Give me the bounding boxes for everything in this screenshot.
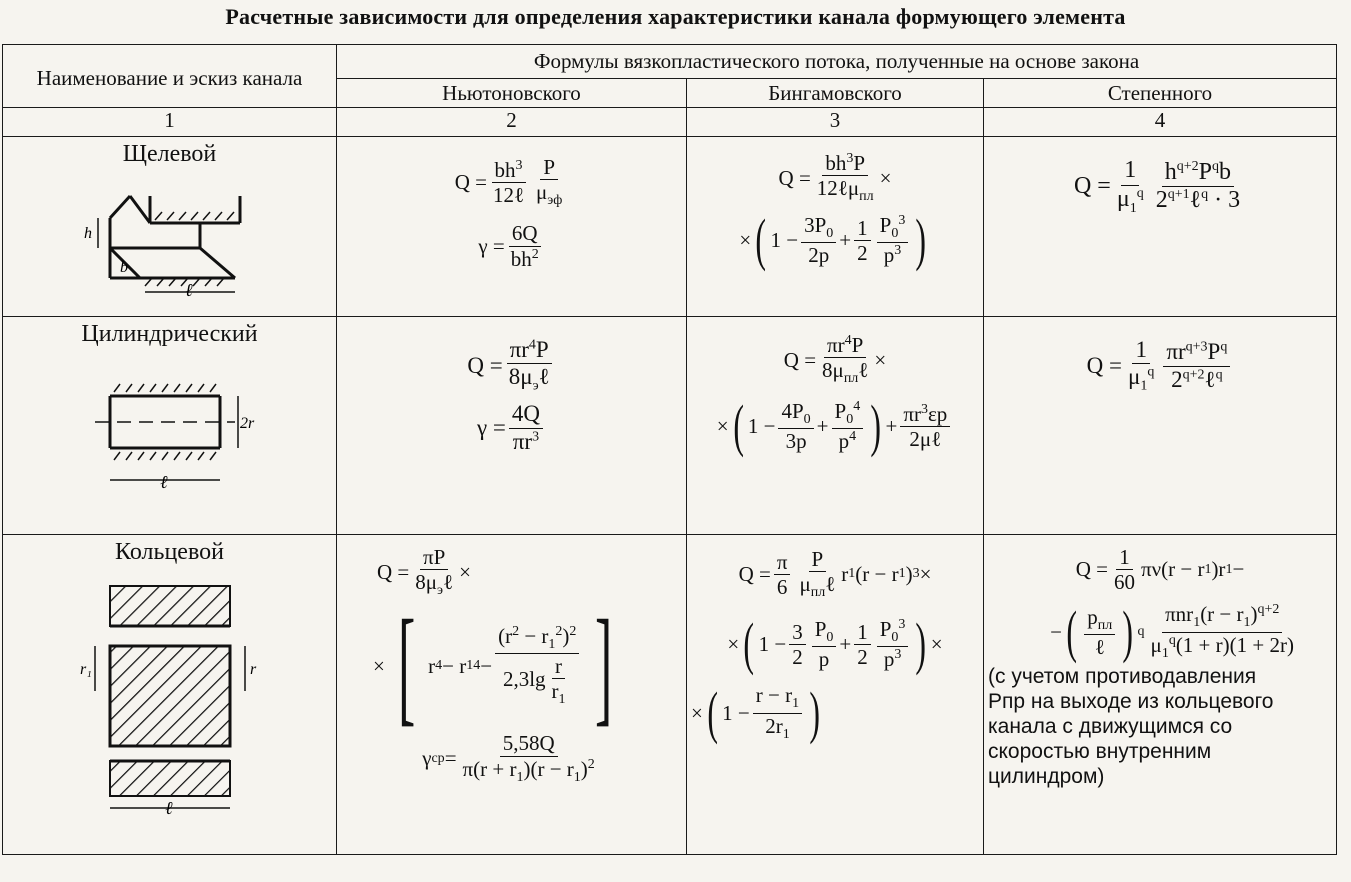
- header-power: [984, 79, 1337, 108]
- sketch-label-l: ℓ: [184, 280, 192, 298]
- annular-channel-sketch: [60, 566, 280, 816]
- formula-gamma: γ ср = $\frac{5,58Q}{\pi(r + r_1)(r - r_1)^2}$: [422, 731, 595, 785]
- slot-power-formula: [984, 137, 1337, 317]
- annular-channel-cell: [3, 535, 337, 855]
- slot-newton-formula: [337, 137, 687, 317]
- col-number-3: 3: [687, 108, 984, 137]
- formula-factor: × ( 1 − $\frac{4P_0}{3p}$ + $\frac{P_0^4}{p^4}$ ) + $\frac{\pi r^3\varepsilon p}{\text{2μℓ}}$: [687, 397, 983, 455]
- annular-bingham-formula: [687, 535, 984, 855]
- sketch-label-r1: r₁: [79, 661, 92, 678]
- formula-factor-2: × ( 1 − $\frac{r - r_1}{2r_1}$ ): [691, 680, 821, 746]
- slot-bingham-formula: [687, 137, 984, 317]
- header-newton-label: Ньютоновского: [442, 80, 581, 105]
- page-title: Расчетные зависимости для определения характеристики канала формующего элемента: [225, 4, 1126, 29]
- formula-q: Q = $\frac{bh^3P}{12\ell\mu_{пл}}$ ×: [778, 151, 892, 205]
- note-line: канала с движущимся со: [988, 714, 1233, 738]
- formula-q: Q = $\frac{\pi}{6}$ $\frac{P}{\mu_{пл}\ell}$ r 1 (r − r 1 ) 3 ×: [738, 547, 932, 601]
- formula-factor: × ( 1 − $\frac{3P_0}{2p}$ + $\frac{1}{2}$ $\frac{P_0^3}{p^3}$ ): [739, 207, 927, 273]
- formula-q: Q = $\frac{\pi r^4P}{8\mu_э\ell}$: [337, 337, 686, 395]
- formula-q: Q = $\frac{1}{\mu_1^q}$ $\frac{\pi r^{q+3}P^q}{2^{q+2}\ell^q}$: [984, 337, 1336, 395]
- sketch-label-l: ℓ: [164, 798, 172, 816]
- cylinder-newton-formula: [337, 317, 687, 535]
- header-channel: [3, 45, 337, 108]
- sketch-label-b: b: [119, 259, 128, 276]
- formula-second-term: − ( $\frac{p_{пл}}{\text{ℓ}}$ ) q $\frac{\pi nr_1(r - r_1)^{q+2}}{\mu_1^q(1 + r)(1 + 2r)}$: [1050, 599, 1294, 665]
- header-group-label: Формулы вязкопластического потока, полученные на основе закона: [533, 49, 1140, 73]
- cylinder-channel-sketch: [70, 348, 270, 498]
- note-line: скоростью внутренним: [988, 739, 1212, 763]
- header-group: [337, 45, 1337, 79]
- cylinder-channel-cell: [3, 317, 337, 535]
- header-bingham: [687, 79, 984, 108]
- header-bingham-label: Бингамовского: [768, 80, 902, 105]
- channel-name: Щелевой: [122, 141, 217, 167]
- slot-channel-cell: [3, 137, 337, 317]
- note-line: цилиндром): [988, 764, 1105, 788]
- note-line: Pпр на выходе из кольцевого: [988, 689, 1274, 713]
- formula-gamma: γ = $\frac{6Q}{bh^2}$: [478, 221, 539, 271]
- annular-note: [984, 664, 1336, 789]
- annular-newton-formula: [337, 535, 687, 855]
- formula-gamma: γ = $\frac{4Q}{\pi r^3}$: [337, 401, 686, 455]
- cylinder-power-formula: [984, 317, 1337, 535]
- formula-q: Q = $\frac{1}{60}$ πν(r − r 1 )r 1 −: [1075, 545, 1245, 595]
- annular-power-formula: [984, 535, 1337, 855]
- channel-name: Кольцевой: [115, 539, 224, 565]
- note-line: (с учетом противодавления: [988, 664, 1257, 688]
- formula-q: Q = $\frac{bh^3}{\text{12ℓ}}$ $\frac{P}{\mu_{эф}}$: [454, 155, 563, 209]
- sketch-label-r: r: [249, 661, 256, 678]
- sketch-label-l: ℓ: [159, 472, 167, 492]
- col-number-1: 1: [3, 108, 337, 137]
- formula-q: Q = $\frac{\pi r^4P}{8\mu_{пл}\ell}$ ×: [783, 333, 887, 387]
- formula-factor-1: × ( 1 − $\frac{3}{2}$ $\frac{P_0}{p}$ + $\frac{1}{2}$ $\frac{P_0^3}{p^3}$ ) ×: [727, 611, 943, 677]
- header-newton: [337, 79, 687, 108]
- cylinder-bingham-formula: [687, 317, 984, 535]
- col-number-4: 4: [984, 108, 1337, 137]
- slot-channel-sketch: [70, 168, 270, 298]
- sketch-label-h: h: [83, 225, 92, 242]
- header-power-label: Степенного: [1107, 80, 1213, 105]
- header-channel-label: Наименование и эскиз канала: [36, 65, 303, 90]
- sketch-label-r: 2r: [239, 415, 254, 432]
- formula-q: Q = $\frac{\pi P}{8\mu_э\ell}$ ×: [377, 545, 471, 599]
- formula-q: Q = $\frac{1}{\mu_1^q}$ $\frac{h^{q+2}P^qb}{2^{q+1}\ell^q \cdot 3}$: [1073, 157, 1241, 216]
- formula-table: [2, 44, 1337, 855]
- col-number-2: 2: [337, 108, 687, 137]
- channel-name: Цилиндрический: [81, 321, 258, 347]
- formula-bracket: × [ r 4 − r 1 4 − $(r^2 - r_1^2)^2$ 2,3lg $\frac{r}{r_1}$ ]: [373, 594, 613, 739]
